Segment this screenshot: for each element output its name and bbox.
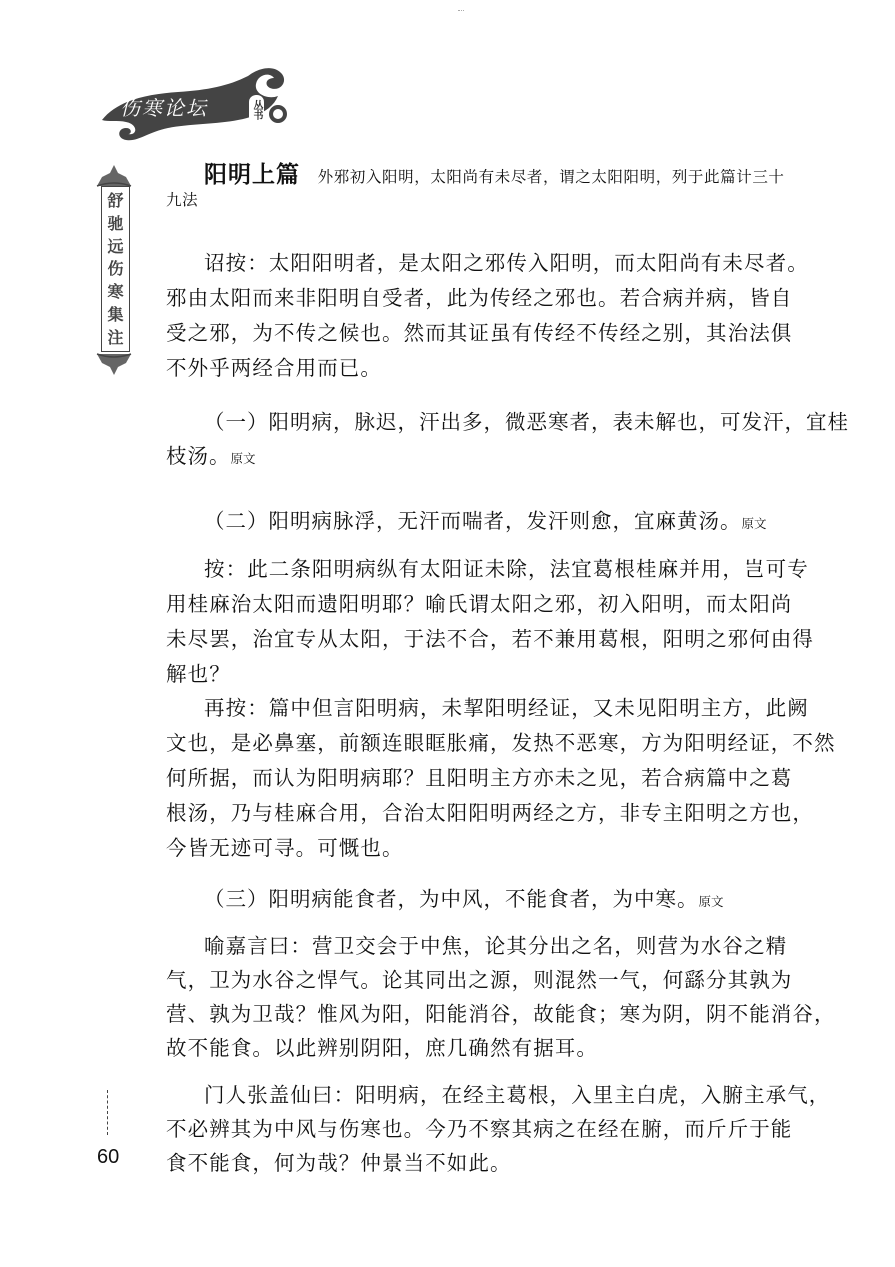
- paragraph-line: 受之邪，为不传之候也。然而其证虽有传经不传经之别，其治法俱: [166, 321, 793, 345]
- paragraph-line: 用桂麻治太阳而遗阳明耶？喻氏谓太阳之邪，初入阳明，而太阳尚: [166, 592, 793, 616]
- original-text-line: [204, 504, 767, 534]
- paragraph-line: 未尽罢，治宜专从太阳，于法不合，若不兼用葛根，阳明之邪何由得: [166, 627, 814, 651]
- series-badge-text: 丛书: [251, 100, 262, 120]
- original-text-fragment: （二）阳明病脉浮，无汗而喘者，发汗则愈，宜麻黄汤。: [204, 509, 742, 533]
- source-mark: 原文: [741, 516, 767, 531]
- source-mark: 原文: [230, 451, 256, 466]
- paragraph-line: 今皆无迹可寻。可慨也。: [166, 836, 404, 860]
- paragraph-line: 根汤，乃与桂麻合用，合治太阳阳明两经之方，非专主阳明之方也，: [166, 801, 814, 825]
- side-title-char: 驰: [107, 213, 124, 233]
- side-title-char: 舒: [107, 191, 124, 210]
- paragraph-line: 喻嘉言曰：营卫交会于中焦，论其分出之名，则营为水谷之精: [204, 934, 788, 958]
- paragraph-line: 气，卫为水谷之悍气。论其同出之源，则混然一气，何繇分其孰为: [166, 968, 793, 992]
- paragraph-line: 邪由太阳而来非阳明自受者，此为传经之邪也。若合病并病，皆自: [166, 286, 793, 310]
- original-text-fragment: 枝汤。: [166, 444, 231, 468]
- original-text-fragment: （三）阳明病能食者，为中风，不能食者，为中寒。: [204, 887, 699, 911]
- paragraph-line: 故不能食。以此辨别阴阳，庶几确然有据耳。: [166, 1036, 598, 1060]
- page-number: 60: [97, 1146, 120, 1168]
- series-banner-title: 伤寒论坛: [120, 96, 208, 120]
- paragraph-line: 文也，是必鼻塞，前额连眼眶胀痛，发热不恶寒，方为阳明经证，不然: [166, 731, 836, 755]
- side-vertical-title: [101, 190, 130, 350]
- section-title-line: [204, 156, 785, 189]
- paragraph-line: 不外乎两经合用而已。: [166, 356, 382, 380]
- side-title-char: 伤: [107, 259, 124, 279]
- side-title-char: 寒: [107, 282, 124, 302]
- margin-dash-divider: [107, 1090, 108, 1135]
- side-title-char: 注: [107, 327, 124, 347]
- section-note-continued: 九法: [166, 191, 199, 209]
- paragraph-line: 食不能食，何为哉？仲景当不如此。: [166, 1151, 512, 1175]
- paragraph-line: 按：此二条阳明病纵有太阳证未除，法宜葛根桂麻并用，岂可专: [204, 557, 809, 581]
- original-text-line: [166, 439, 256, 469]
- paragraph-line: 诏按：太阳阳明者，是太阳之邪传入阳明，而太阳尚有未尽者。: [204, 251, 809, 275]
- section-note: 外邪初入阳明，太阳尚有未尽者，谓之太阳阳明，列于此篇计三十: [317, 168, 785, 186]
- original-text-line: [204, 882, 724, 912]
- paragraph-line: 再按：篇中但言阳明病，未挈阳明经证，又未见阳明主方，此阙: [204, 696, 809, 720]
- series-badge: [249, 95, 264, 125]
- section-title: 阳明上篇: [204, 162, 300, 188]
- original-text-line: （一）阳明病，脉迟，汗出多，微恶寒者，表未解也，可发汗，宜桂: [204, 410, 849, 434]
- scan-mark: [458, 10, 464, 11]
- side-title-char: 远: [107, 236, 124, 256]
- paragraph-line: 何所据，而认为阳明病耶？且阳明主方亦未之见，若合病篇中之葛: [166, 766, 793, 790]
- side-title-char: 集: [107, 304, 124, 324]
- paragraph-line: 不必辨其为中风与伤寒也。今乃不察其病之在经在腑，而斤斤于能: [166, 1117, 793, 1141]
- source-mark: 原文: [698, 894, 724, 909]
- page-body: [166, 150, 849, 1175]
- paragraph-line: 门人张盖仙曰：阳明病，在经主葛根，入里主白虎，入腑主承气，: [204, 1083, 831, 1107]
- paragraph-line: 解也？: [166, 662, 231, 686]
- paragraph-line: 营、孰为卫哉？惟风为阳，阳能消谷，故能食；寒为阴，阴不能消谷，: [166, 1002, 836, 1026]
